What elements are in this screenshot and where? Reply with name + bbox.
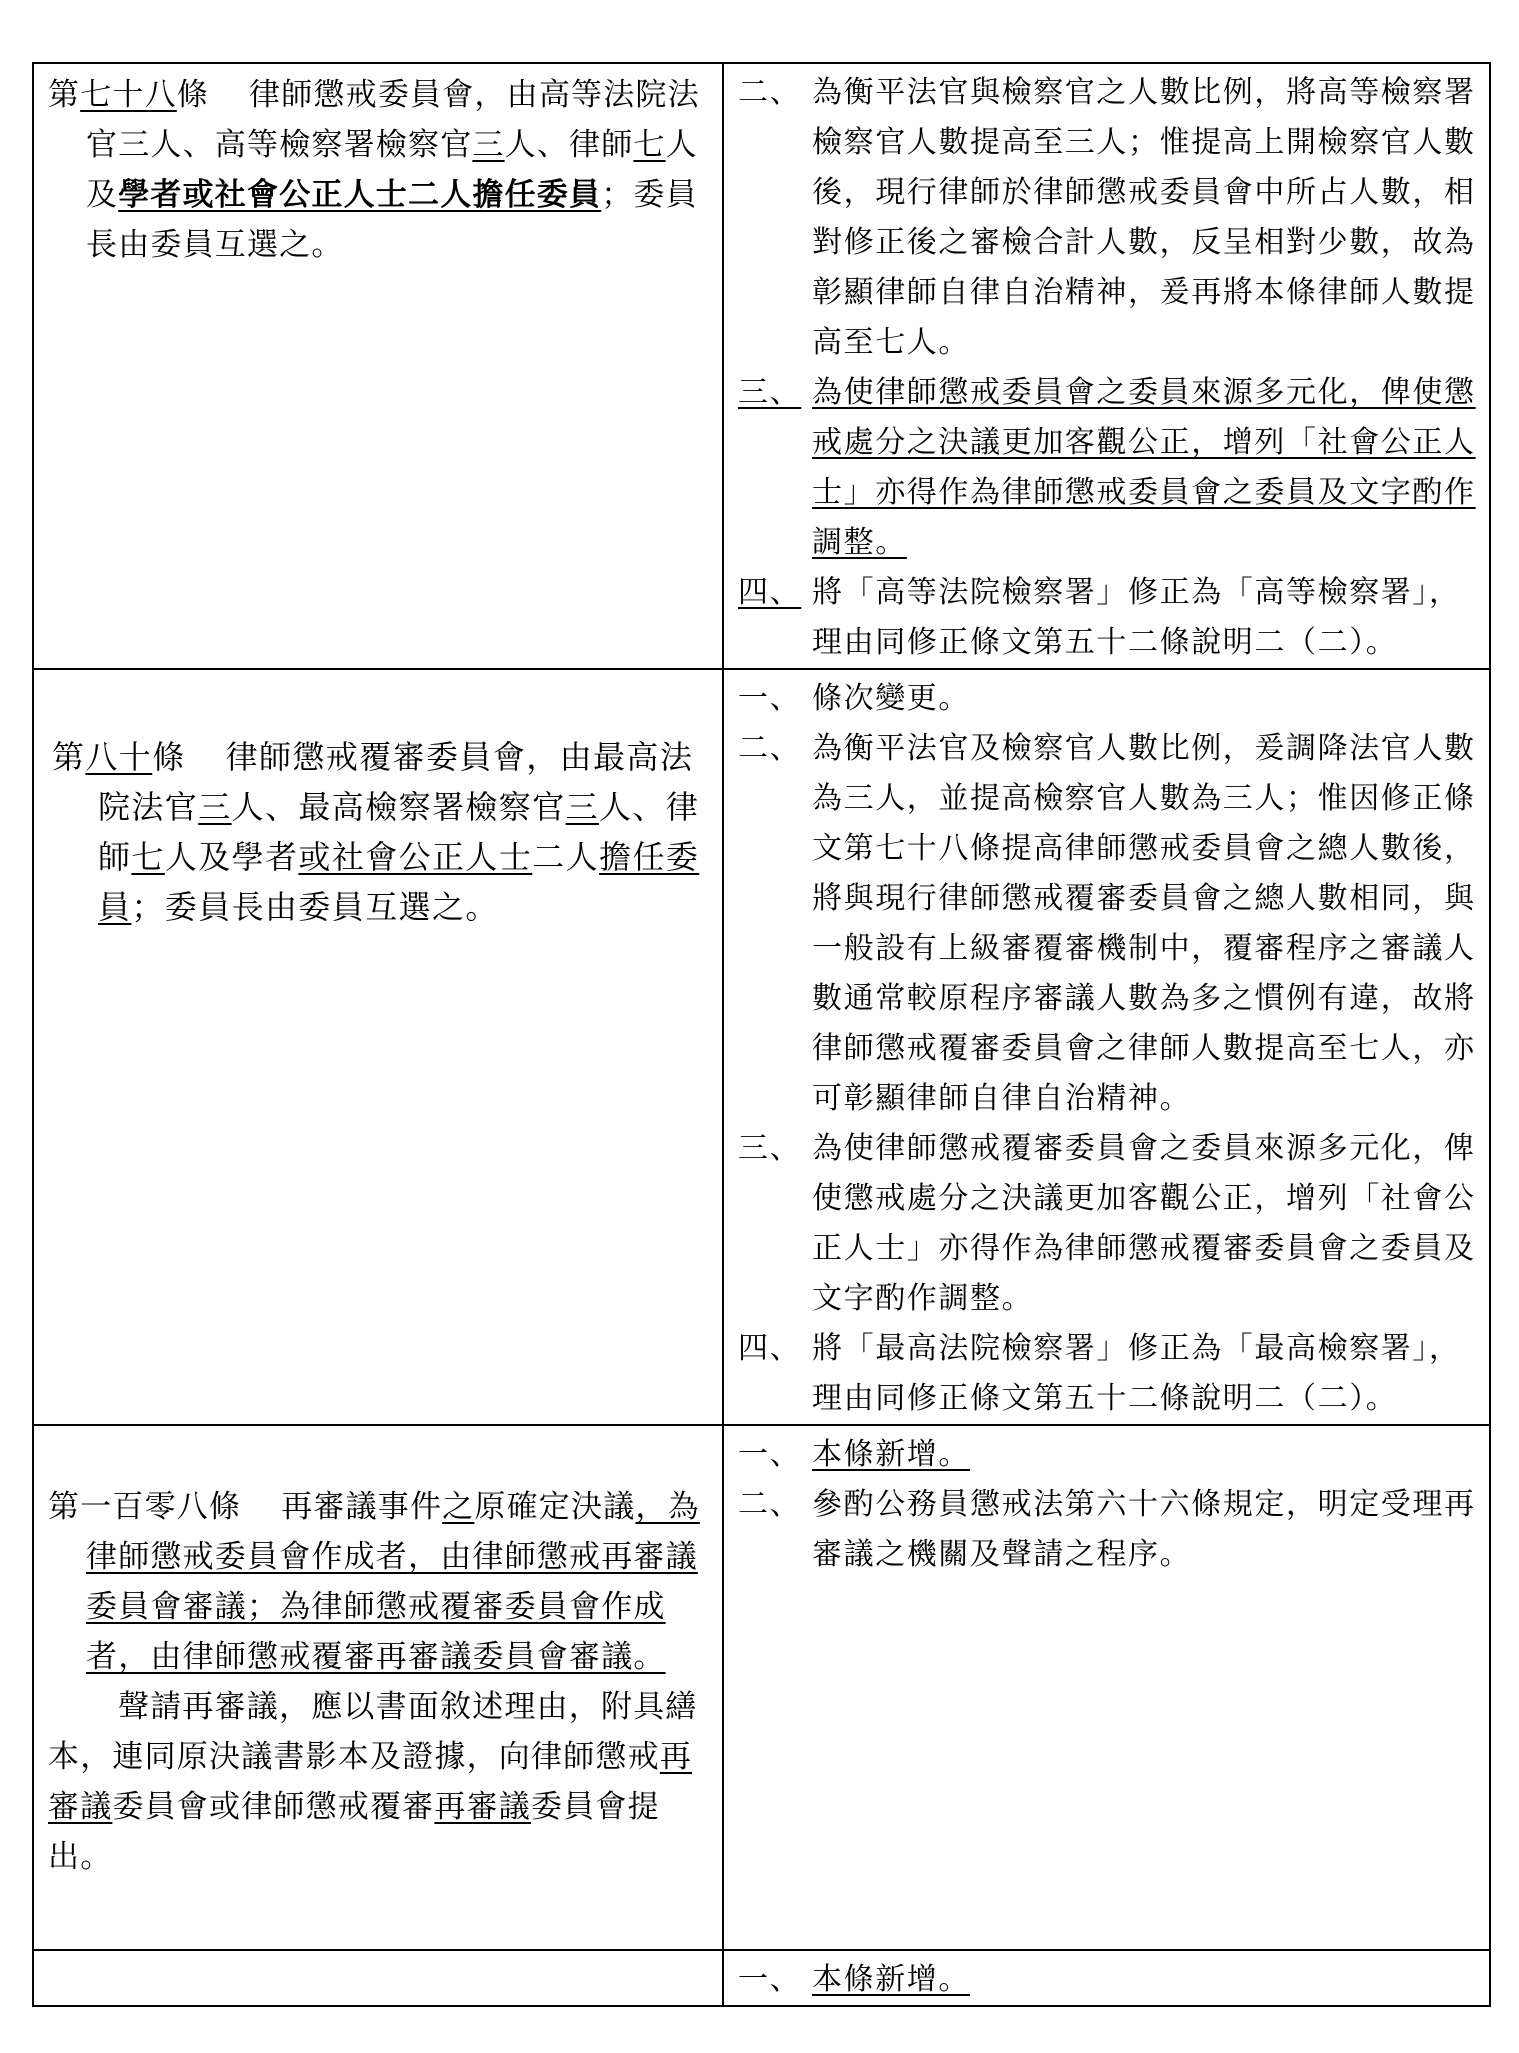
list-item: 一、 本條新增。 [738, 1962, 970, 1997]
article-cell [33, 1950, 723, 2006]
list-item: 一、 條次變更。 [738, 681, 970, 716]
comparison-table [32, 62, 1491, 2007]
article-cell [33, 669, 723, 1425]
list-item: 一、 本條新增。 [738, 1437, 970, 1472]
list-item: 二、 為衡平法官及檢察官人數比例，爰調降法官人數為三人，並提高檢察官人數為三人；惟因修正條文第七十八條提高律師懲戒委員會之總人數後，將與現行律師懲戒覆審委員會之總人數相同，與一般設有上級審覆審機制中，覆審程序之審議人數通常較原程序審議人數為多之慣例有違，故將律師懲戒覆審委員會之律師人數提高至七人，亦可彰顯律師自律自治精神。 [738, 731, 1476, 1116]
article-cell [33, 1425, 723, 1950]
article-80-text: 第八十條 律師懲戒覆審委員會，由最高法院法官三人、最高檢察署檢察官三人、律師七人及學者或社會公正人士二人擔任委員；委員長由委員互選之。 [52, 739, 700, 925]
table-row [33, 63, 1490, 669]
list-item: 二、 參酌公務員懲戒法第六十六條規定，明定受理再審議之機關及聲請之程序。 [738, 1487, 1476, 1572]
list-item: 三、 為使律師懲戒委員會之委員來源多元化，俾使懲戒處分之決議更加客觀公正，增列「社會公正人士」亦得作為律師懲戒委員會之委員及文字酌作調整。 [738, 375, 1476, 560]
explanation-cell [723, 63, 1490, 669]
list-item: 四、 將「高等法院檢察署」修正為「高等檢察署」，理由同修正條文第五十二條說明二（二）。 [738, 575, 1461, 660]
list-item: 二、 為衡平法官與檢察官之人數比例，將高等檢察署檢察官人數提高至三人；惟提高上開檢察官人數後，現行律師於律師懲戒委員會中所占人數，相對修正後之審檢合計人數，反呈相對少數，故為彰顯律師自律自治精神，爰再將本條律師人數提高至七人。 [738, 75, 1476, 360]
article-108-paragraph-2: 聲請再審議，應以書面敘述理由，附具繕本，連同原決議書影本及證據，向律師懲戒再審議委員會或律師懲戒覆審再審議委員會提出。 [48, 1689, 698, 1875]
list-item: 三、 為使律師懲戒覆審委員會之委員來源多元化，俾使懲戒處分之決議更加客觀公正，增列「社會公正人士」亦得作為律師懲戒覆審委員會之委員及文字酌作調整。 [738, 1131, 1476, 1316]
explanation-cell [723, 1425, 1490, 1950]
table-row [33, 1950, 1490, 2006]
explanation-cell [723, 669, 1490, 1425]
explanation-cell [723, 1950, 1490, 2006]
article-108-text: 第一百零八條 再審議事件之原確定決議，為律師懲戒委員會作成者，由律師懲戒再審議委員會審議；為律師懲戒覆審委員會作成者，由律師懲戒覆審再審議委員會審議。 [48, 1489, 700, 1675]
article-78-text: 第七十八條 律師懲戒委員會，由高等法院法官三人、高等檢察署檢察官三人、律師七人及學者或社會公正人士二人擔任委員；委員長由委員互選之。 [48, 77, 700, 263]
article-cell [33, 63, 723, 669]
list-item: 四、 將「最高法院檢察署」修正為「最高檢察署」，理由同修正條文第五十二條說明二（二）。 [738, 1331, 1461, 1416]
table-row [33, 1425, 1490, 1950]
table-row [33, 669, 1490, 1425]
